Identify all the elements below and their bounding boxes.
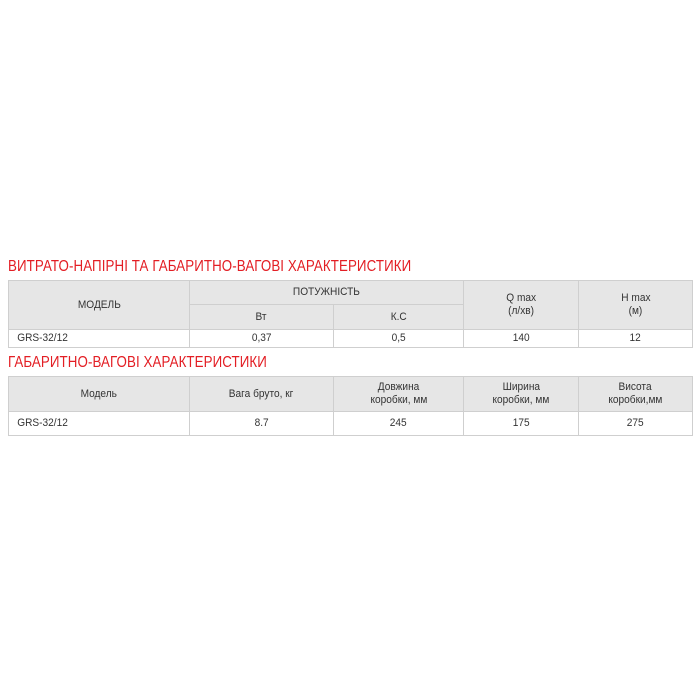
power-hp-header: К.С [334, 305, 464, 330]
power-header: ПОТУЖНІСТЬ [190, 281, 464, 305]
dimensions-table [8, 376, 693, 436]
dimensions-header-row [9, 377, 693, 412]
model-cell: GRS-32/12 [9, 412, 190, 436]
box-height-header: Висота коробки,мм [579, 377, 693, 412]
box-length-header: Довжина коробки, мм [334, 377, 464, 412]
performance-section-title: ВИТРАТО-НАПІРНІ ТА ГАБАРИТНО-ВАГОВІ ХАРАКТЕРИСТИКИ [8, 258, 412, 275]
model-cell: GRS-32/12 [9, 330, 190, 348]
table-row [9, 330, 693, 348]
box-width-cell: 175 [464, 412, 579, 436]
box-height-cell: 275 [579, 412, 693, 436]
h-max-cell: 12 [579, 330, 693, 348]
power-w-cell: 0,37 [190, 330, 334, 348]
table-row [9, 412, 693, 436]
box-width-header: Ширина коробки, мм [464, 377, 579, 412]
performance-table [8, 280, 693, 348]
power-w-header: Вт [190, 305, 334, 330]
performance-header-row [9, 281, 693, 305]
h-max-header: H max (м) [579, 281, 693, 330]
model-header: МОДЕЛЬ [9, 281, 190, 330]
dimensions-section-title: ГАБАРИТНО-ВАГОВІ ХАРАКТЕРИСТИКИ [8, 354, 267, 371]
q-max-header: Q max (л/хв) [464, 281, 579, 330]
model-header: Модель [9, 377, 190, 412]
gross-weight-header: Вага бруто, кг [190, 377, 334, 412]
gross-weight-cell: 8.7 [190, 412, 334, 436]
box-length-cell: 245 [334, 412, 464, 436]
q-max-cell: 140 [464, 330, 579, 348]
power-hp-cell: 0,5 [334, 330, 464, 348]
